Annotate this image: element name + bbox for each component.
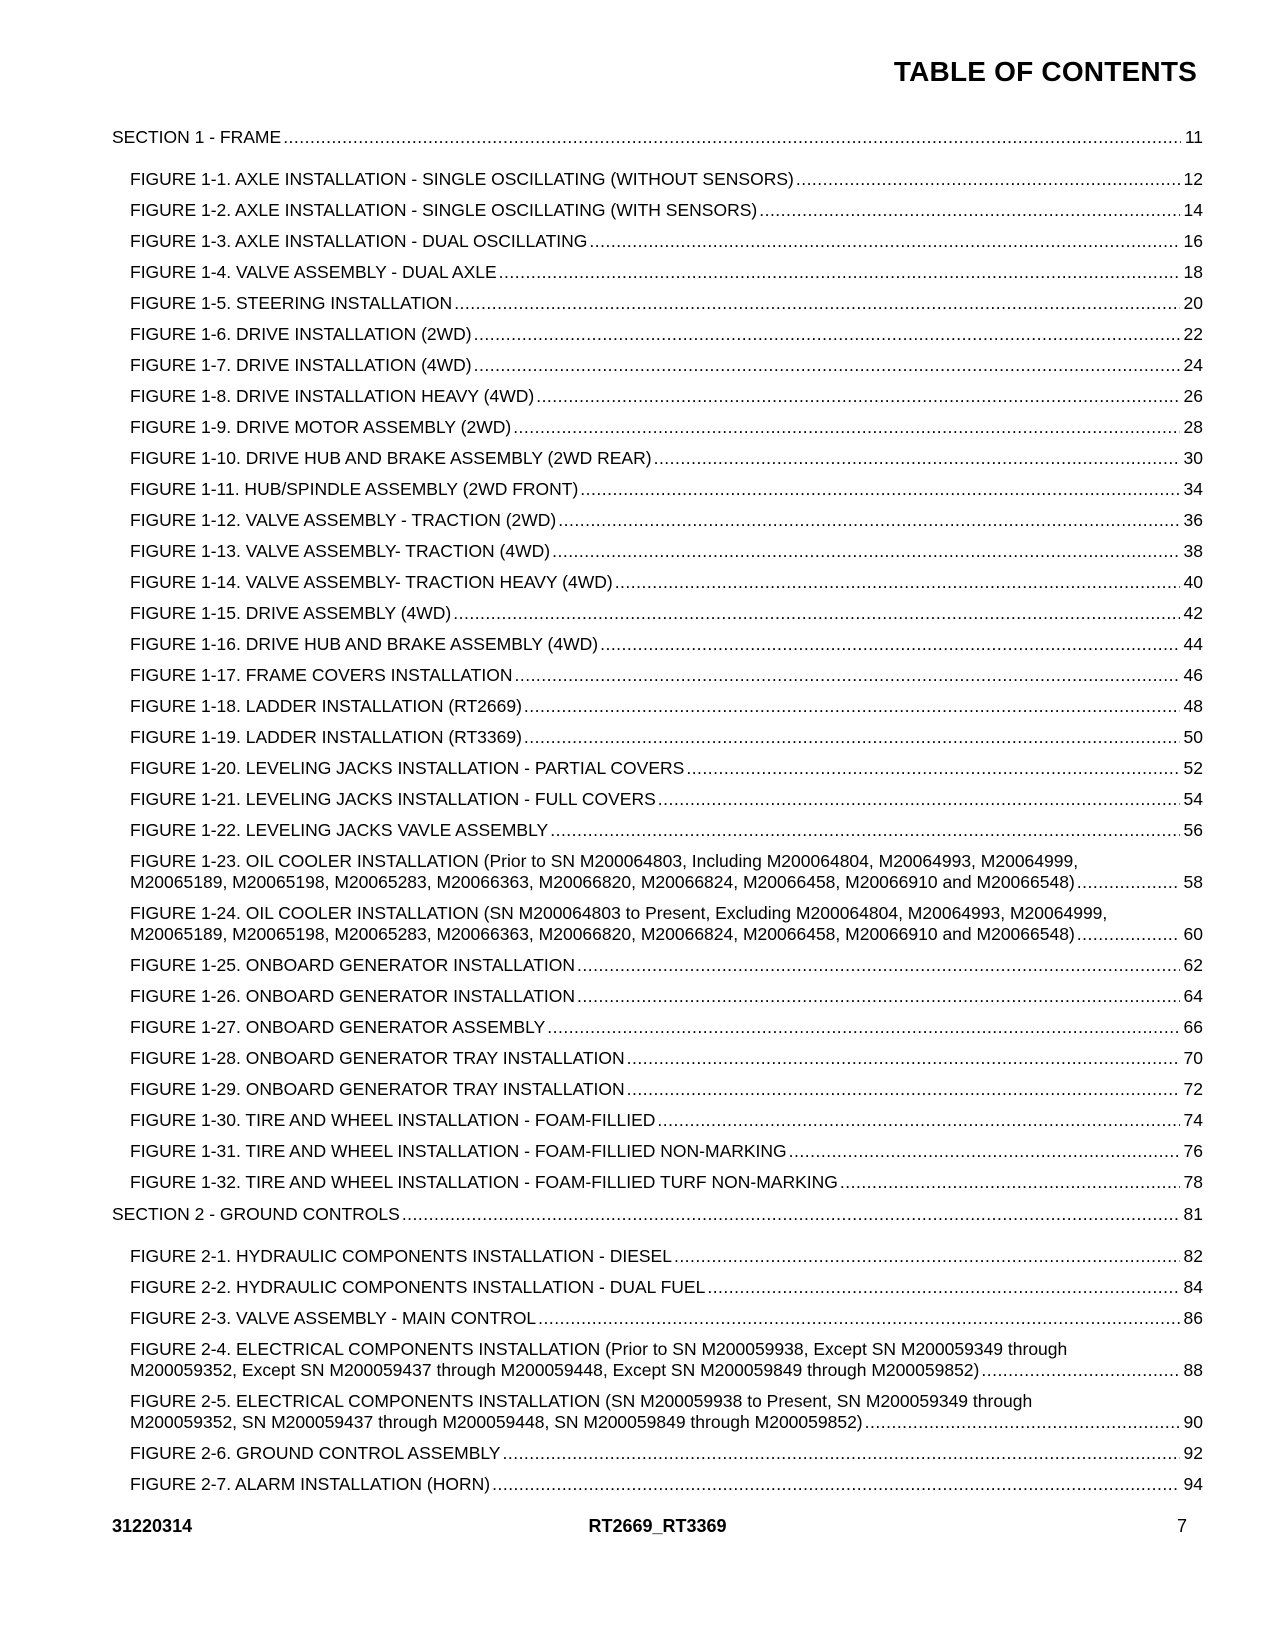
toc-entry-page-number: 82 — [1183, 1246, 1203, 1266]
toc-entry-title: FIGURE 1-8. DRIVE INSTALLATION HEAVY (4WD) — [130, 386, 535, 406]
dot-leader — [513, 417, 1179, 438]
toc-entry-page-number: 30 — [1183, 448, 1203, 468]
toc-entry-page-number: 52 — [1183, 758, 1203, 778]
toc-entry-page-number: 88 — [1183, 1360, 1203, 1380]
dot-leader — [1077, 872, 1180, 893]
toc-entry-title: FIGURE 1-30. TIRE AND WHEEL INSTALLATION - FOAM-FILLIED — [130, 1110, 656, 1130]
toc-figure-entry[interactable] — [112, 1048, 1203, 1069]
toc-entry-page-number: 54 — [1183, 789, 1203, 809]
toc-entry-page-number: 78 — [1183, 1172, 1203, 1192]
page-title: TABLE OF CONTENTS — [893, 56, 1197, 87]
dot-leader — [283, 127, 1181, 148]
toc-entry-page-number: 40 — [1183, 572, 1203, 592]
toc-entry-page-number: 42 — [1183, 603, 1203, 623]
toc-entry-title: FIGURE 1-25. ONBOARD GENERATOR INSTALLATION — [130, 955, 576, 975]
toc-figure-entry[interactable] — [112, 1308, 1203, 1329]
dot-leader — [789, 1141, 1180, 1162]
toc-figure-entry[interactable] — [112, 572, 1203, 593]
toc-figure-entry[interactable] — [112, 417, 1203, 438]
dot-leader — [514, 665, 1179, 686]
dot-leader — [499, 262, 1180, 283]
toc-entry-page-number: 72 — [1183, 1079, 1203, 1099]
toc-entry-page-number: 18 — [1183, 262, 1203, 282]
toc-figure-entry[interactable] — [112, 903, 1203, 945]
toc-entry-title: FIGURE 1-6. DRIVE INSTALLATION (2WD) — [130, 324, 472, 344]
toc-entry-title: FIGURE 2-7. ALARM INSTALLATION (HORN) — [130, 1474, 491, 1494]
toc-figure-entry[interactable] — [112, 986, 1203, 1007]
dot-leader — [454, 293, 1179, 314]
dot-leader — [707, 1277, 1179, 1298]
toc-entry-page-number: 94 — [1183, 1474, 1203, 1494]
toc-figure-entry[interactable] — [112, 293, 1203, 314]
toc-entry-page-number: 84 — [1183, 1277, 1203, 1297]
toc-figure-entry[interactable] — [112, 758, 1203, 779]
toc-entry-title: FIGURE 1-13. VALVE ASSEMBLY- TRACTION (4WD) — [130, 541, 551, 561]
toc-entry-page-number: 64 — [1183, 986, 1203, 1006]
dot-leader — [615, 572, 1180, 593]
toc-entry-title: FIGURE 1-12. VALVE ASSEMBLY - TRACTION (2WD) — [130, 510, 557, 530]
toc-entry-title: FIGURE 1-14. VALVE ASSEMBLY- TRACTION HEAVY (4WD) — [130, 572, 613, 592]
toc-entry-page-number: 34 — [1183, 479, 1203, 499]
dot-leader — [658, 789, 1180, 810]
toc-figure-entry[interactable] — [112, 448, 1203, 469]
dot-leader — [550, 820, 1179, 841]
toc-entry-title: SECTION 1 - FRAME — [112, 127, 282, 147]
toc-entry-page-number: 24 — [1183, 355, 1203, 375]
dot-leader — [759, 200, 1179, 221]
toc-entry-page-number: 58 — [1183, 872, 1203, 892]
dot-leader — [657, 1110, 1179, 1131]
dot-leader — [981, 1360, 1179, 1381]
toc-entry-title: M200059352, Except SN M200059437 through M200059448, Except SN M200059849 through M200059852) — [130, 1360, 980, 1380]
toc-entry-page-number: 90 — [1183, 1412, 1203, 1432]
toc-entry-page-number: 36 — [1183, 510, 1203, 530]
toc-entry-page-number: 92 — [1183, 1443, 1203, 1463]
toc-entry-title: FIGURE 1-15. DRIVE ASSEMBLY (4WD) — [130, 603, 452, 623]
toc-entry-title: FIGURE 1-28. ONBOARD GENERATOR TRAY INSTALLATION — [130, 1048, 625, 1068]
dot-leader — [524, 696, 1180, 717]
toc-entry-page-number: 66 — [1183, 1017, 1203, 1037]
dot-leader — [865, 1412, 1180, 1433]
toc-entry-title: FIGURE 2-1. HYDRAULIC COMPONENTS INSTALLATION - DIESEL — [130, 1246, 672, 1266]
table-of-contents — [112, 127, 1203, 1505]
toc-entry-page-number: 86 — [1183, 1308, 1203, 1328]
dot-leader — [627, 1048, 1180, 1069]
toc-figure-entry[interactable] — [112, 1079, 1203, 1100]
toc-entry-page-number: 46 — [1183, 665, 1203, 685]
toc-entry-page-number: 81 — [1183, 1204, 1203, 1224]
toc-entry-title: FIGURE 1-29. ONBOARD GENERATOR TRAY INSTALLATION — [130, 1079, 625, 1099]
dot-leader — [580, 479, 1179, 500]
toc-entry-title-line: FIGURE 2-4. ELECTRICAL COMPONENTS INSTALLATION (Prior to SN M200059938, Except SN M200059349 through — [130, 1339, 1068, 1359]
dot-leader — [577, 986, 1179, 1007]
toc-figure-entry[interactable] — [112, 355, 1203, 376]
toc-figure-entry[interactable] — [112, 231, 1203, 252]
toc-entry-title: M20065189, M20065198, M20065283, M20066363, M20066820, M20066824, M20066458, M20066910 and M20066548) — [130, 872, 1075, 892]
toc-entry-page-number: 16 — [1183, 231, 1203, 251]
toc-entry-title: FIGURE 1-9. DRIVE MOTOR ASSEMBLY (2WD) — [130, 417, 512, 437]
toc-entry-title: FIGURE 1-19. LADDER INSTALLATION (RT3369) — [130, 727, 522, 747]
toc-entry-page-number: 12 — [1183, 169, 1203, 189]
toc-figure-entry[interactable] — [112, 955, 1203, 976]
toc-entry-title: FIGURE 1-2. AXLE INSTALLATION - SINGLE OSCILLATING (WITH SENSORS) — [130, 200, 758, 220]
dot-leader — [558, 510, 1179, 531]
toc-entry-title: FIGURE 1-18. LADDER INSTALLATION (RT2669) — [130, 696, 522, 716]
dot-leader — [502, 1443, 1179, 1464]
toc-entry-title: FIGURE 1-11. HUB/SPINDLE ASSEMBLY (2WD FRONT) — [130, 479, 579, 499]
toc-figure-entry[interactable] — [112, 1110, 1203, 1131]
toc-section-entry[interactable] — [112, 1204, 1203, 1225]
toc-figure-entry[interactable] — [112, 696, 1203, 717]
footer-doc-number: 31220314 — [112, 1516, 193, 1536]
toc-entry-title: FIGURE 1-22. LEVELING JACKS VAVLE ASSEMBLY — [130, 820, 549, 840]
toc-entry-title: FIGURE 1-26. ONBOARD GENERATOR INSTALLATION — [130, 986, 576, 1006]
toc-figure-entry[interactable] — [112, 200, 1203, 221]
dot-leader — [674, 1246, 1180, 1267]
dot-leader — [492, 1474, 1179, 1495]
toc-figure-entry[interactable] — [112, 851, 1203, 893]
toc-figure-entry[interactable] — [112, 634, 1203, 655]
toc-figure-entry[interactable] — [112, 1246, 1203, 1267]
dot-leader — [547, 1017, 1179, 1038]
toc-figure-entry[interactable] — [112, 541, 1203, 562]
toc-figure-entry[interactable] — [112, 1277, 1203, 1298]
dot-leader — [1077, 924, 1180, 945]
dot-leader — [840, 1172, 1180, 1193]
toc-figure-entry[interactable] — [112, 1443, 1203, 1464]
toc-entry-page-number: 14 — [1183, 200, 1203, 220]
toc-figure-entry[interactable] — [112, 1141, 1203, 1162]
toc-entry-title: FIGURE 1-16. DRIVE HUB AND BRAKE ASSEMBLY (4WD) — [130, 634, 599, 654]
toc-entry-title: FIGURE 1-20. LEVELING JACKS INSTALLATION - PARTIAL COVERS — [130, 758, 685, 778]
toc-entry-page-number: 76 — [1183, 1141, 1203, 1161]
dot-leader — [524, 727, 1180, 748]
toc-entry-page-number: 48 — [1183, 696, 1203, 716]
dot-leader — [474, 324, 1180, 345]
toc-entry-title-line: FIGURE 1-24. OIL COOLER INSTALLATION (SN M200064803 to Present, Excluding M200064804, M20064993, M20064999, — [130, 903, 1108, 923]
dot-leader — [654, 448, 1180, 469]
dot-leader — [536, 386, 1179, 407]
dot-leader — [538, 1308, 1179, 1329]
toc-entry-title-line: FIGURE 1-23. OIL COOLER INSTALLATION (Prior to SN M200064803, Including M200064804, M20064993, M20064999, — [130, 851, 1079, 871]
dot-leader — [474, 355, 1180, 376]
dot-leader — [686, 758, 1179, 779]
toc-entry-title: FIGURE 1-27. ONBOARD GENERATOR ASSEMBLY — [130, 1017, 546, 1037]
toc-figure-entry[interactable] — [112, 1172, 1203, 1193]
toc-figure-entry[interactable] — [112, 386, 1203, 407]
toc-entry-title: FIGURE 1-32. TIRE AND WHEEL INSTALLATION - FOAM-FILLIED TURF NON-MARKING — [130, 1172, 838, 1192]
toc-figure-entry[interactable] — [112, 1017, 1203, 1038]
toc-entry-page-number: 74 — [1183, 1110, 1203, 1130]
toc-entry-page-number: 50 — [1183, 727, 1203, 747]
dot-leader — [589, 231, 1179, 252]
toc-entry-page-number: 20 — [1183, 293, 1203, 313]
dot-leader — [796, 169, 1180, 190]
toc-entry-title: M20065189, M20065198, M20065283, M20066363, M20066820, M20066824, M20066458, M20066910 and M20066548) — [130, 924, 1075, 944]
toc-figure-entry[interactable] — [112, 665, 1203, 686]
toc-entry-page-number: 26 — [1183, 386, 1203, 406]
dot-leader — [453, 603, 1179, 624]
toc-entry-page-number: 38 — [1183, 541, 1203, 561]
toc-figure-entry[interactable] — [112, 603, 1203, 624]
toc-entry-title: FIGURE 2-3. VALVE ASSEMBLY - MAIN CONTROL — [130, 1308, 537, 1328]
toc-figure-entry[interactable] — [112, 820, 1203, 841]
footer-model: RT2669_RT3369 — [588, 1516, 727, 1536]
toc-entry-title: FIGURE 2-6. GROUND CONTROL ASSEMBLY — [130, 1443, 501, 1463]
toc-entry-title: FIGURE 2-2. HYDRAULIC COMPONENTS INSTALLATION - DUAL FUEL — [130, 1277, 706, 1297]
toc-entry-page-number: 56 — [1183, 820, 1203, 840]
dot-leader — [600, 634, 1179, 655]
toc-entry-title: FIGURE 1-17. FRAME COVERS INSTALLATION — [130, 665, 513, 685]
toc-entry-title: FIGURE 1-4. VALVE ASSEMBLY - DUAL AXLE — [130, 262, 497, 282]
footer-page-number: 7 — [1176, 1516, 1187, 1536]
toc-entry-page-number: 70 — [1183, 1048, 1203, 1068]
toc-figure-entry[interactable] — [112, 1339, 1203, 1381]
toc-figure-entry[interactable] — [112, 479, 1203, 500]
dot-leader — [552, 541, 1179, 562]
toc-entry-title: M200059352, SN M200059437 through M200059448, SN M200059849 through M200059852) — [130, 1412, 863, 1432]
dot-leader — [627, 1079, 1180, 1100]
toc-figure-entry[interactable] — [112, 324, 1203, 345]
toc-entry-page-number: 28 — [1183, 417, 1203, 437]
toc-entry-title: FIGURE 1-1. AXLE INSTALLATION - SINGLE OSCILLATING (WITHOUT SENSORS) — [130, 169, 794, 189]
page-footer — [112, 1516, 1203, 1540]
toc-figure-entry[interactable] — [112, 262, 1203, 283]
toc-figure-entry[interactable] — [112, 169, 1203, 190]
toc-figure-entry[interactable] — [112, 727, 1203, 748]
dot-leader — [577, 955, 1179, 976]
toc-figure-entry[interactable] — [112, 1391, 1203, 1433]
toc-entry-page-number: 11 — [1184, 127, 1203, 147]
toc-entry-title: FIGURE 1-5. STEERING INSTALLATION — [130, 293, 453, 313]
toc-entry-title: FIGURE 1-31. TIRE AND WHEEL INSTALLATION - FOAM-FILLIED NON-MARKING — [130, 1141, 787, 1161]
toc-entry-title-line: FIGURE 2-5. ELECTRICAL COMPONENTS INSTALLATION (SN M200059938 to Present, SN M200059349 through — [130, 1391, 1033, 1411]
toc-entry-title: FIGURE 1-7. DRIVE INSTALLATION (4WD) — [130, 355, 472, 375]
toc-figure-entry[interactable] — [112, 1474, 1203, 1495]
toc-figure-entry[interactable] — [112, 789, 1203, 810]
toc-entry-title: FIGURE 1-10. DRIVE HUB AND BRAKE ASSEMBLY (2WD REAR) — [130, 448, 652, 468]
toc-entry-title: FIGURE 1-3. AXLE INSTALLATION - DUAL OSCILLATING — [130, 231, 588, 251]
toc-entry-page-number: 62 — [1183, 955, 1203, 975]
toc-entry-page-number: 44 — [1183, 634, 1203, 654]
toc-entry-title: FIGURE 1-21. LEVELING JACKS INSTALLATION - FULL COVERS — [130, 789, 656, 809]
toc-entry-page-number: 60 — [1183, 924, 1203, 944]
dot-leader — [402, 1204, 1180, 1225]
toc-figure-entry[interactable] — [112, 510, 1203, 531]
toc-entry-title: SECTION 2 - GROUND CONTROLS — [112, 1204, 400, 1224]
toc-entry-page-number: 22 — [1183, 324, 1203, 344]
toc-section-entry[interactable] — [112, 127, 1203, 148]
